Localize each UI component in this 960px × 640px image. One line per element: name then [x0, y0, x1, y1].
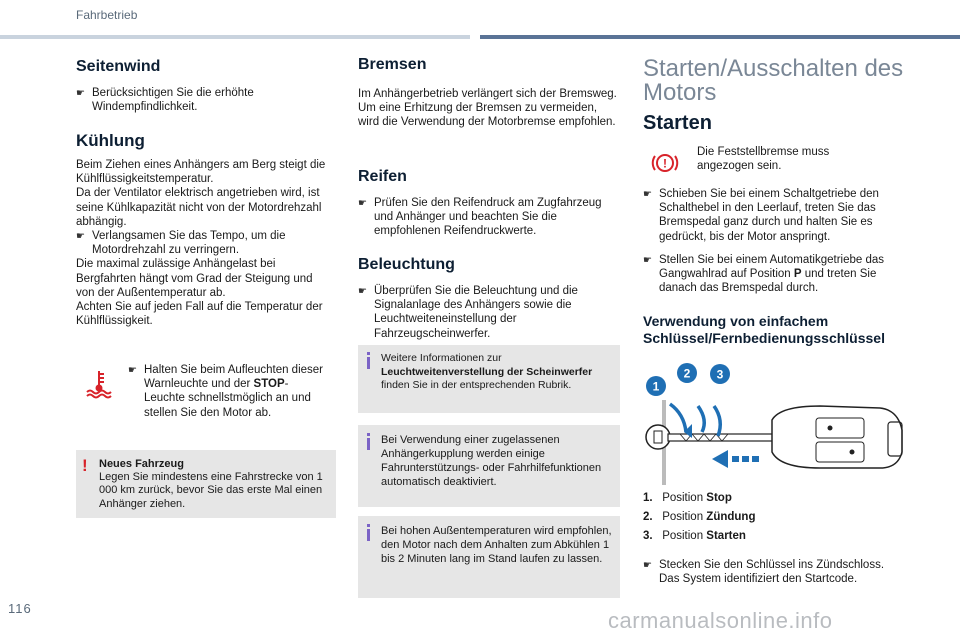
info-icon: [367, 357, 370, 369]
svg-text:1: 1: [652, 379, 660, 394]
insert-key-bullet: ☛ Stecken Sie den Schlüssel ins Zündschloss. Das System identifiziert den Startcode.: [643, 559, 885, 586]
bremsen-text: [358, 87, 620, 130]
diagram-label-1: [646, 376, 666, 396]
kuehlung-text: [76, 158, 334, 328]
header-divider-right: [480, 35, 960, 39]
kuehlung-p2: Da der Ventilator elektrisch angetrieben wird, ist seine Kühlkapazität nicht von der Motordrehzahl abhängig.: [76, 187, 322, 228]
key-fob: [772, 406, 902, 468]
section-header: Fahrbetrieb: [76, 8, 138, 22]
main-title: Starten/Ausschalten des Motors: [643, 55, 904, 106]
rotate-arrow-2: [698, 406, 704, 432]
key-ignition-diagram: [640, 360, 920, 485]
start-bullet-manual: ☛ Schieben Sie bei einem Schaltgetriebe den Schalthebel in den Leerlauf, treten Sie das Bremspedal ganz durch und halten Sie es gedrückt, bis der Motor anspringt.: [643, 188, 879, 243]
kuehlung-p1: Beim Ziehen eines Anhängers am Berg steigt die Kühlflüssigkeitstemperatur.: [76, 159, 326, 186]
bullet-icon: ☛: [358, 198, 367, 209]
rotate-arrow-3: [714, 406, 720, 436]
rotate-arrow-1: [670, 404, 686, 432]
reifen-bullet: ☛ Prüfen Sie den Reifendruck am Zugfahrzeug und Anhänger und beachten Sie die empfohlenen Reifendruckwerte.: [358, 197, 602, 238]
start-bullet-automatic: ☛ Stellen Sie bei einem Automatikgetriebe das Gangwahlrad auf Position P und treten Sie danach das Bremspedal durch.: [643, 254, 885, 295]
position-item-1: 1. Position Stop: [643, 492, 732, 504]
position-item-2: 2. Position Zündung: [643, 511, 756, 524]
page-number: 116: [8, 601, 32, 616]
subheading-schluessel: Verwendung von einfachem Schlüssel/Fernbedienungsschlüssel: [643, 313, 885, 346]
note-neues-fahrzeug-text: Neues Fahrzeug Legen Sie mindestens eine Fahrstrecke von 1 000 km zurück, bevor Sie das erste Mal einen Anhänger ziehen.: [99, 458, 323, 510]
bullet-icon: ☛: [128, 365, 137, 376]
kuehlung-bullet: ☛ Verlangsamen Sie das Tempo, um die Motordrehzahl zu verringern.: [76, 230, 286, 257]
svg-text:!: !: [663, 156, 667, 171]
heading-beleuchtung: Beleuchtung: [358, 256, 455, 273]
note-neues-fahrzeug: [76, 450, 336, 518]
diagram-label-2: [677, 363, 697, 383]
kuehlung-p4: Achten Sie auf jeden Fall auf die Temperatur der Kühlflüssigkeit.: [76, 301, 323, 328]
bullet-icon: ☛: [643, 189, 652, 200]
diagram-label-3: [710, 364, 730, 384]
note-anhaengerkupplung-text: Bei Verwendung einer zugelassenen Anhängerkupplung werden einige Fahrunterstützungs- oder Fahrhilfefunktionen automatisch deaktiviert.: [381, 434, 602, 488]
note-leuchtweite-text: Weitere Informationen zur Leuchtweitenverstellung der Scheinwerfer finden Sie in der entsprechenden Rubrik.: [381, 352, 593, 391]
info-icon: [367, 438, 370, 450]
bullet-icon: ☛: [643, 560, 652, 571]
bullet-icon: ☛: [76, 88, 85, 99]
bullet-icon: ☛: [76, 231, 85, 243]
position-list: [643, 491, 905, 544]
heading-reifen: Reifen: [358, 168, 407, 185]
note-anhaengerkupplung: [358, 425, 620, 507]
bremsen-p2: Um eine Erhitzung der Bremsen zu vermeiden, wird die Verwendung der Motorbremse empfohlen.: [358, 102, 616, 129]
parking-brake-icon: [650, 148, 680, 178]
note-temperatur: [358, 516, 620, 598]
warning-lamp-bullet: ☛ Halten Sie beim Aufleuchten dieser Warnleuchte und der STOP-Leuchte schnellstmöglich an und stellen Sie den Motor ab.: [128, 364, 323, 419]
heading-bremsen: Bremsen: [358, 56, 427, 73]
seitenwind-bullet: ☛ Berücksichtigen Sie die erhöhte Windempfindlichkeit.: [76, 87, 254, 114]
info-icon: [367, 529, 370, 541]
note-leuchtweite: [358, 345, 620, 413]
position-item-3: 3. Position Starten: [643, 530, 746, 543]
header-divider-left: [0, 35, 470, 39]
warning-exclamation-icon: !: [82, 456, 88, 475]
heading-seitenwind: Seitenwind: [76, 58, 161, 75]
coolant-warning-icon: [84, 369, 114, 399]
insert-direction-arrow: [712, 450, 759, 468]
watermark: carmanualsonline.info: [608, 608, 833, 633]
beleuchtung-bullet: ☛ Überprüfen Sie die Beleuchtung und die Signalanlage des Anhängers sowie die Leuchtweiteneinstellung der Fahrzeugscheinwerfer.: [358, 285, 578, 340]
brake-note: Die Feststellbremse muss angezogen sein.: [697, 146, 830, 173]
heading-kuehlung: Kühlung: [76, 131, 145, 150]
heading-starten: Starten: [643, 112, 712, 134]
kuehlung-p3: Die maximal zulässige Anhängelast bei Bergfahrten hängt vom Grad der Steigung und von der Außentemperatur ab.: [76, 258, 313, 299]
bullet-icon: ☛: [358, 286, 367, 297]
svg-text:2: 2: [683, 366, 691, 381]
note-temperatur-text: Bei hohen Außentemperaturen wird empfohlen, den Motor nach dem Anhalten zum Abkühlen 1 bis 2 Minuten lang im Stand laufen zu lassen.: [381, 525, 612, 565]
bremsen-p1: Im Anhängerbetrieb verlängert sich der Bremsweg.: [358, 88, 617, 100]
bullet-icon: ☛: [643, 255, 652, 266]
svg-text:3: 3: [716, 367, 724, 382]
